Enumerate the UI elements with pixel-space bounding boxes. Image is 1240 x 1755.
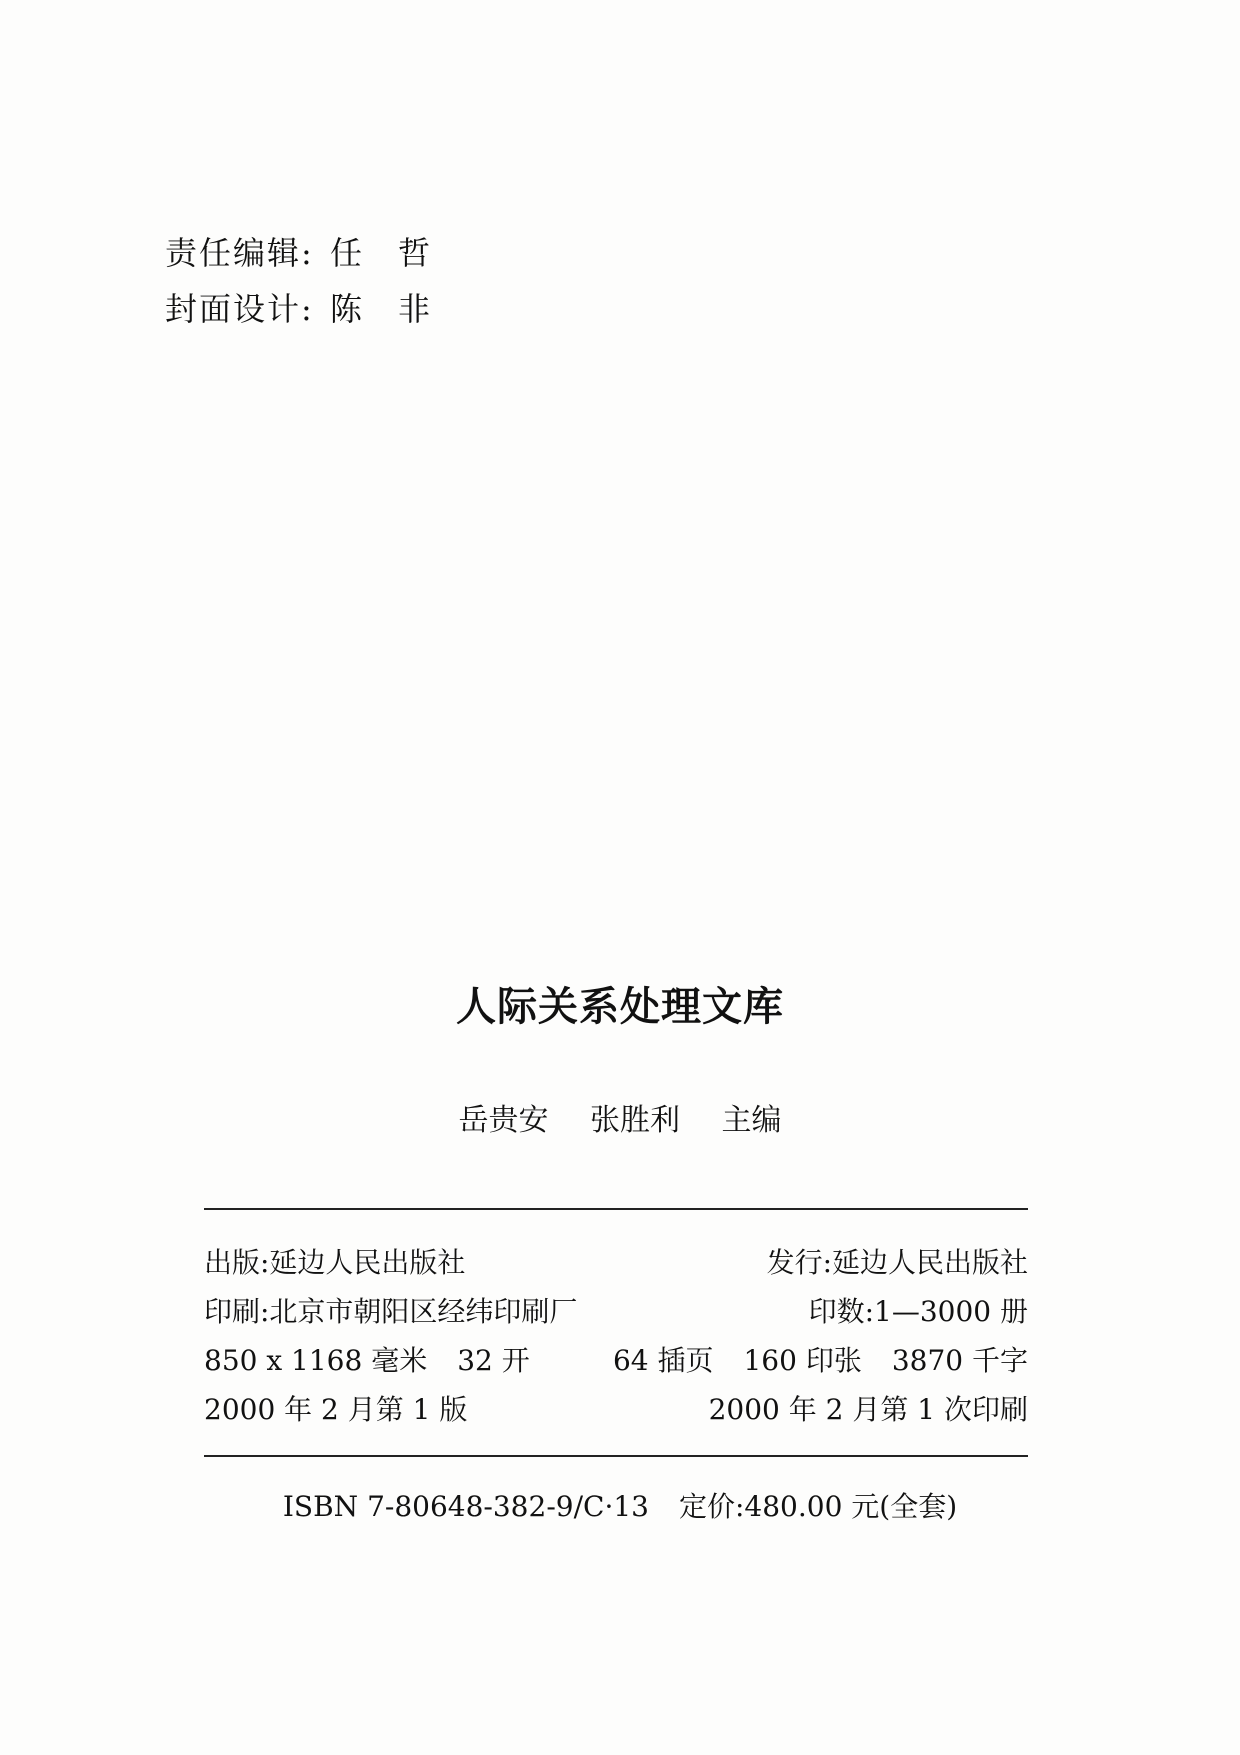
- top-divider: [204, 1208, 1028, 1210]
- printer: 印刷:北京市朝阳区经纬印刷厂: [204, 1295, 578, 1328]
- word-count: 3870 千字: [891, 1344, 1028, 1377]
- editor-label: 责任编辑:: [165, 234, 314, 272]
- bottom-divider: [204, 1455, 1028, 1457]
- price: 定价:480.00 元(全套): [678, 1490, 958, 1523]
- imprint-row-edition: [204, 1385, 1028, 1434]
- credits-block: [165, 225, 466, 337]
- imprint-block: [204, 1238, 1028, 1434]
- book-title: 人际关系处理文库: [456, 984, 784, 1030]
- volume-specs: [583, 1336, 1028, 1385]
- designer-label: 封面设计:: [165, 290, 314, 328]
- designer-credit: [165, 281, 466, 337]
- editor-credit: [165, 225, 466, 281]
- sheets: 160 印张: [743, 1344, 862, 1377]
- byline: [0, 1095, 1240, 1139]
- imprint-row-printer: [204, 1287, 1028, 1336]
- print-run: 印数:1—3000 册: [808, 1295, 1028, 1328]
- editor-role: 主编: [721, 1103, 782, 1138]
- isbn: ISBN 7-80648-382-9/C·13: [282, 1490, 649, 1523]
- imprint-row-publisher: [204, 1238, 1028, 1287]
- editor-name: 任哲: [330, 234, 467, 272]
- isbn-line: [0, 1485, 1240, 1525]
- format: 850 x 1168 毫米: [204, 1344, 428, 1377]
- edition: 2000 年 2 月第 1 版: [204, 1393, 468, 1426]
- plates: 64 插页: [612, 1344, 714, 1377]
- format-specs: [204, 1336, 560, 1385]
- designer-name: 陈非: [330, 290, 467, 328]
- editor-1: 岳贵安: [458, 1103, 549, 1138]
- size: 32 开: [457, 1344, 530, 1377]
- printing: 2000 年 2 月第 1 次印刷: [708, 1393, 1028, 1426]
- editor-2: 张胜利: [590, 1103, 680, 1138]
- imprint-row-specs: [204, 1336, 1028, 1385]
- publisher: 出版:延边人民出版社: [204, 1246, 466, 1279]
- distributor: 发行:延边人民出版社: [766, 1246, 1028, 1279]
